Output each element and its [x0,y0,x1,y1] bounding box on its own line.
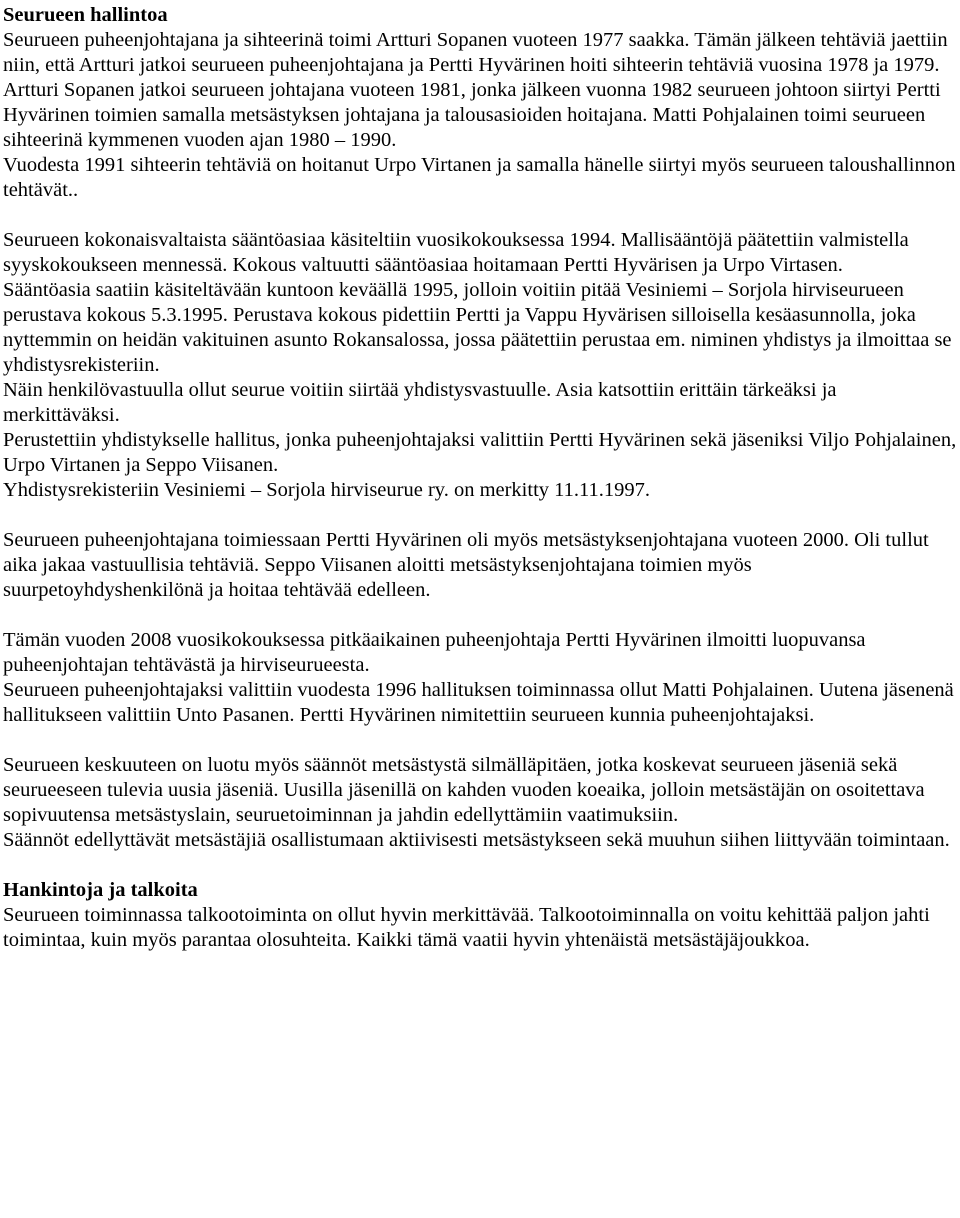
blank-line [3,503,957,528]
blank-line [3,603,957,628]
section-heading: Seurueen hallintoa [3,4,168,26]
paragraph: Seurueen puheenjohtajana ja sihteerinä toimi Artturi Sopanen vuoteen 1977 saakka. Tämän jälkeen tehtäviä jaettiin niin, että Artturi jatkoi seurueen puheenjohtajana ja Pertti Hyvärinen hoiti sihteerin tehtäviä vuosina 1978 ja 1979. Artturi Sopanen jatkoi seurueen johtajana vuoteen 1981, jonka jälkeen vuonna 1982 seurueen johtoon siirtyi Pertti Hyvärinen toimien samalla metsästyksen johtajana ja talousasioiden hoitajana. Matti Pohjalainen toimi seurueen sihteerinä kymmenen vuoden ajan 1980 – 1990. [3,29,948,151]
blank-line [3,853,957,878]
paragraph: Seurueen puheenjohtajaksi valittiin vuodesta 1996 hallituksen toiminnassa ollut Matti Pohjalainen. Uutena jäsenenä hallitukseen valittiin Unto Pasanen. Pertti Hyvärinen nimitettiin seurueen kunnia puheenjohtajaksi. [3,679,954,726]
paragraph: Perustettiin yhdistykselle hallitus, jonka puheenjohtajaksi valittiin Pertti Hyvärinen sekä jäseniksi Viljo Pohjalainen, Urpo Virtanen ja Seppo Viisanen. [3,429,957,476]
paragraph: Sääntöasia saatiin käsiteltävään kuntoon keväällä 1995, jolloin voitiin pitää Vesiniemi – Sorjola hirviseurueen perustava kokous 5.3.1995. Perustava kokous pidettiin Pertti ja Vappu Hyvärisen silloisella kesäasunnolla, joka nyttemmin on heidän vakituinen asunto Rokansalossa, jossa päätettiin perustaa em. niminen yhdistys ja ilmoittaa se yhdistysrekisteriin. [3,279,952,376]
section-puheenjohtaja [3,628,957,728]
blank-line [3,203,957,228]
blank-line [3,728,957,753]
section-metsastyksenjohtaja [3,528,957,603]
paragraph: Yhdistysrekisteriin Vesiniemi – Sorjola hirviseurue ry. on merkitty 11.11.1997. [3,479,651,501]
paragraph: Näin henkilövastuulla ollut seurue voitiin siirtää yhdistysvastuulle. Asia katsottiin erittäin tärkeäksi ja merkittäväksi. [3,379,837,426]
paragraph: Vuodesta 1991 sihteerin tehtäviä on hoitanut Urpo Virtanen ja samalla hänelle siirtyi myös seurueen taloushallinnon tehtävät.. [3,154,956,201]
section-hankinnat [3,878,957,953]
paragraph: Säännöt edellyttävät metsästäjiä osallistumaan aktiivisesti metsästykseen sekä muuhun siihen liittyvään toimintaan. [3,829,950,851]
section-hallinto [3,3,957,203]
section-heading: Hankintoja ja talkoita [3,879,198,901]
paragraph: Seurueen toiminnassa talkootoiminta on ollut hyvin merkittävää. Talkootoiminnalla on voitu kehittää paljon jahti toimintaa, kuin myös parantaa olosuhteita. Kaikki tämä vaatii hyvin yhtenäistä metsästäjäjoukkoa. [3,904,930,951]
section-jasensaannot [3,753,957,853]
paragraph: Seurueen kokonaisvaltaista sääntöasiaa käsiteltiin vuosikokouksessa 1994. Mallisääntöjä päätettiin valmistella syyskokoukseen mennessä. Kokous valtuutti sääntöasiaa hoitamaan Pertti Hyvärisen ja Urpo Virtasen. [3,229,909,276]
paragraph: Seurueen puheenjohtajana toimiessaan Pertti Hyvärinen oli myös metsästyksenjohtajana vuoteen 2000. Oli tullut aika jakaa vastuullisia tehtäviä. Seppo Viisanen aloitti metsästyksenjohtajana toimien myös suurpetoyhdyshenkilönä ja hoitaa tehtävää edelleen. [3,529,929,601]
section-saannot [3,228,957,503]
paragraph: Seurueen keskuuteen on luotu myös säännöt metsästystä silmälläpitäen, jotka koskevat seurueen jäseniä sekä seurueeseen tulevia uusia jäseniä. Uusilla jäsenillä on kahden vuoden koeaika, jolloin metsästäjän on osoitettava sopivuutensa metsästyslain, seuruetoiminnan ja jahdin edellyttämiin vaatimuksiin. [3,754,925,826]
paragraph: Tämän vuoden 2008 vuosikokouksessa pitkäaikainen puheenjohtaja Pertti Hyvärinen ilmoitti luopuvansa puheenjohtajan tehtävästä ja hirviseurueesta. [3,629,866,676]
